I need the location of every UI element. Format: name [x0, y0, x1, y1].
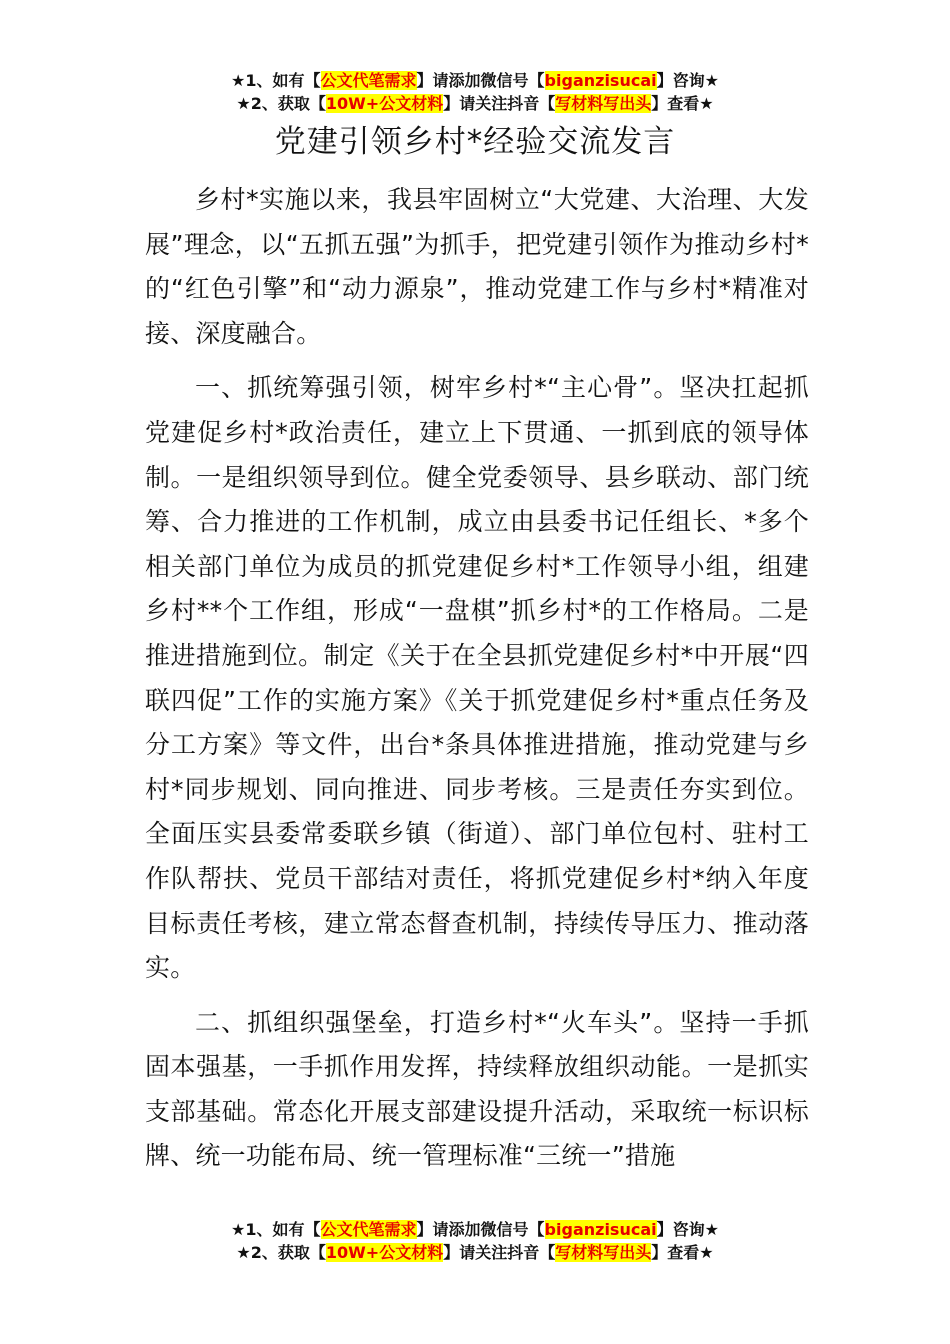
banner-text: ★1、如有【: [231, 71, 321, 90]
douyin-id-highlight: 写材料写出头: [555, 1243, 652, 1262]
paragraph-section-2: 二、抓组织强堡垒，打造乡村*“火车头”。坚持一手抓固本强基，一手抓作用发挥，持续释放组织动能。一是抓实支部基础。常态化开展支部建设提升活动，采取统一标识标牌、统一功能布局、统一管理标准“三统一”措施: [145, 1007, 809, 1171]
banner-text: ★2、获取【: [236, 94, 326, 113]
header-banner-line-2: [0, 92, 950, 115]
footer-banner-line-2: [0, 1241, 950, 1264]
document-title: 党建引领乡村*经验交流发言: [274, 124, 676, 160]
wechat-id-highlight: biganzisucai: [544, 1220, 657, 1239]
header-banner: [0, 69, 950, 115]
paragraph-intro: 乡村*实施以来，我县牢固树立“大党建、大治理、大发展”理念，以“五抓五强”为抓手，把党建引领作为推动乡村*的“红色引擎”和“动力源泉”，推动党建工作与乡村*精准对接、深度融合。: [145, 185, 809, 348]
banner-text: 】查看★: [651, 1243, 714, 1262]
banner-text: 】请关注抖音【: [443, 1243, 556, 1262]
wechat-id-highlight: biganzisucai: [544, 71, 657, 90]
banner-highlight: 公文代笔需求: [320, 1220, 417, 1239]
document-body: [145, 178, 809, 1179]
banner-text: 】请添加微信号【: [416, 1220, 545, 1239]
banner-text: 】咨询★: [656, 71, 719, 90]
paragraph-section-1: 一、抓统筹强引领，树牢乡村*“主心骨”。坚决扛起抓党建促乡村*政治责任，建立上下贯通、一抓到底的领导体制。一是组织领导到位。健全党委领导、县乡联动、部门统筹、合力推进的工作机制，成立由县委书记任组长、*多个相关部门单位为成员的抓党建促乡村*工作领导小组，组建乡村**个工作组，形成“一盘棋”抓乡村*的工作格局。二是推进措施到位。制定《关于在全县抓党建促乡村*中开展“四联四促”工作的实施方案》《关于抓党建促乡村*重点任务及分工方案》等文件，出台*条具体推进措施，推动党建与乡村*同步规划、同向推进、同步考核。三是责任夯实到位。全面压实县委常委联乡镇（街道）、部门单位包村、驻村工作队帮扶、党员干部结对责任，将抓党建促乡村*纳入年度目标责任考核，建立常态督查机制，持续传导压力、推动落实。: [145, 373, 809, 983]
banner-highlight: 10W+公文材料: [325, 94, 444, 113]
banner-text: ★2、获取【: [236, 1243, 326, 1262]
footer-banner-line-1: [0, 1218, 950, 1241]
douyin-id-highlight: 写材料写出头: [555, 94, 652, 113]
banner-text: ★1、如有【: [231, 1220, 321, 1239]
header-banner-line-1: [0, 69, 950, 92]
banner-highlight: 公文代笔需求: [320, 71, 417, 90]
footer-banner: [0, 1218, 950, 1264]
banner-highlight: 10W+公文材料: [325, 1243, 444, 1262]
banner-text: 】咨询★: [656, 1220, 719, 1239]
banner-text: 】请关注抖音【: [443, 94, 556, 113]
banner-text: 】查看★: [651, 94, 714, 113]
banner-text: 】请添加微信号【: [416, 71, 545, 90]
